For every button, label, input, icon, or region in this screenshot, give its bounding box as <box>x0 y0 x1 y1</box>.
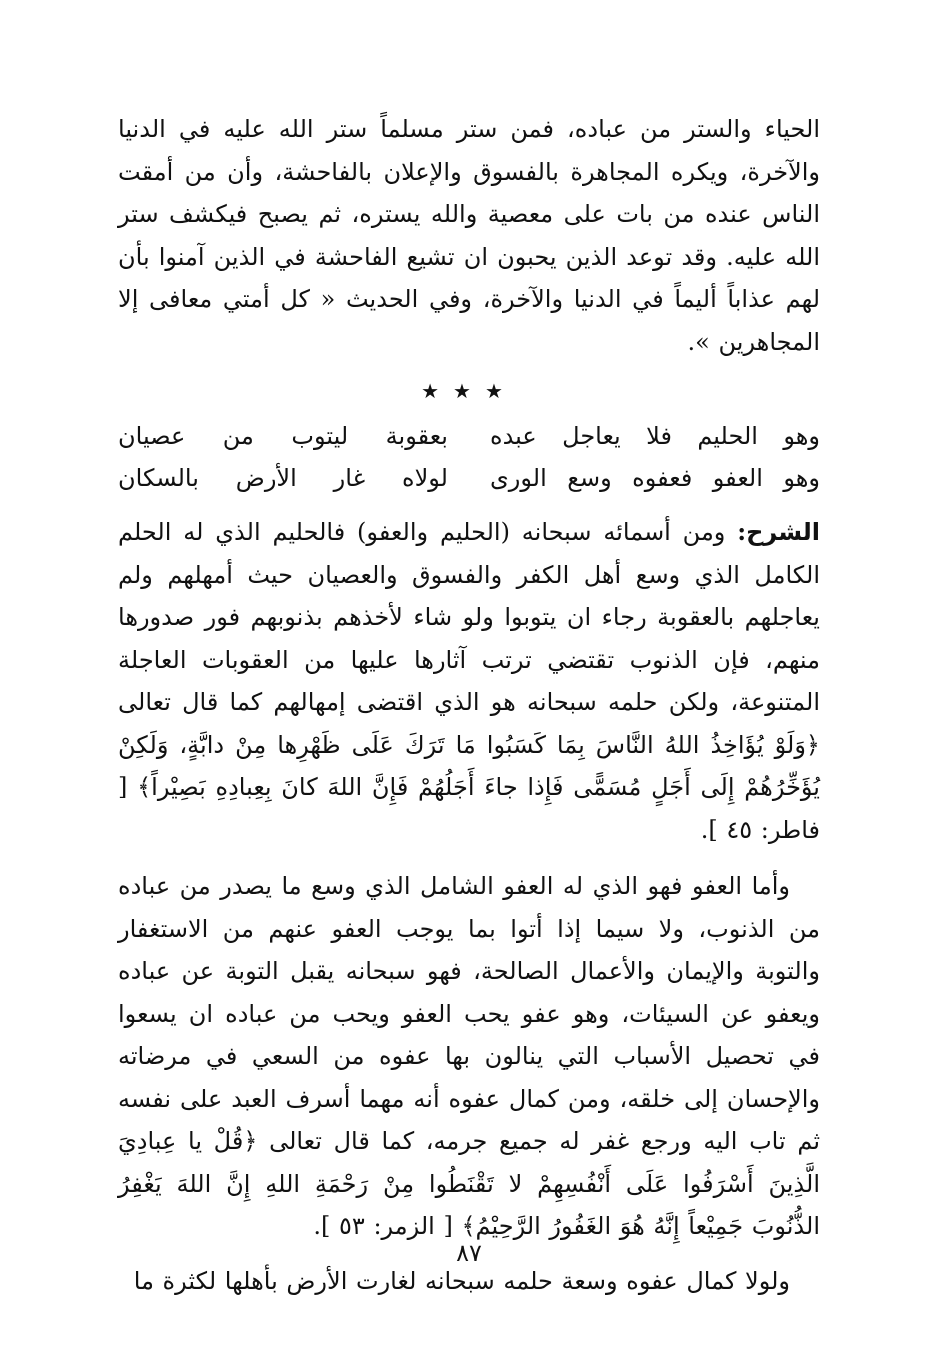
explanation-label: الشرح: <box>737 517 820 546</box>
verse-hemistich-first: وهو الحليم فلا يعاجل عبده <box>490 422 820 450</box>
verse-line-2 <box>118 457 820 499</box>
verse-hemistich-second: لولاه غار الأرض بالسكان <box>118 464 448 492</box>
poem-verse <box>118 415 820 499</box>
verse-hemistich-first: وهو العفو فعفوه وسع الورى <box>490 464 820 492</box>
paragraph-explanation <box>118 511 820 851</box>
paragraph-modesty: الحياء والستر من عباده، فمن ستر مسلماً ستر الله عليه في الدنيا والآخرة، ويكره المجاهرة بالفسوق والإعلان بالفاحشة، وأن من أمقت الناس عنده من بات على معصية والله يستره، ثم يصبح فيكشف ستر الله عليه. وقد توعد الذين يحبون ان تشيع الفاحشة في الذين آمنوا بأن لهم عذاباً أليماً في الدنيا والآخرة، وفي الحديث « كل أمتي معافى إلا المجاهرين ». <box>118 115 820 356</box>
verse-hemistich-second: بعقوبة ليتوب من عصيان <box>118 422 448 450</box>
explanation-text: ومن أسمائه سبحانه (الحليم والعفو) فالحليم الذي له الحلم الكامل الذي وسع أهل الكفر والفسوق والعصيان حيث أمهلهم ولم يعاجلهم بالعقوبة رجاء ان يتوبوا ولو شاء لأخذهم بذنوبهم فور صدورها منهم، فإن الذنوب تقتضي ترتب آثارها عليها من العقوبات العاجلة المتنوعة، ولكن حلمه سبحانه هو الذي اقتضى إمهالهم كما قال تعالى ﴿وَلَوْ يُؤَاخِذُ اللهُ النَّاسَ بِمَا كَسَبُوا مَا تَرَكَ عَلَى ظَهْرِها مِنْ دابَّةٍ، وَلَكِنْ يُؤَخِّرُهُمْ إِلَى أَجَلٍ مُسَمًّى فَإِذا جاءَ أَجَلُهُمْ فَإِنَّ اللهَ كانَ بِعِبادِهِ بَصِيْراً﴾ [ فاطر: ٤٥ ]. <box>118 518 820 844</box>
page-number: ٨٧ <box>456 1239 482 1267</box>
section-separator: ★★★ <box>421 379 517 403</box>
paragraph-continuation: ولولا كمال عفوه وسعة حلمه سبحانه لغارت الأرض بأهلها لكثرة ما <box>133 1266 790 1295</box>
paragraph-forgiveness: وأما العفو فهو الذي له العفو الشامل الذي وسع ما يصدر من عباده من الذنوب، ولا سيما إذا أتوا بما يوجب العفو عنهم من الاستغفار والتوبة والإيمان والأعمال الصالحة، فهو سبحانه يقبل التوبة عن عباده ويعفو عن السيئات، وهو عفو يحب العفو ويحب من عباده ان يسعوا في تحصيل الأسباب التي ينالون بها عفوه من السعي في مرضاته والإحسان إلى خلقه، ومن كمال عفوه أنه مهما أسرف العبد على نفسه ثم تاب اليه ورجع غفر له جميع جرمه، كما قال تعالى ﴿قُلْ يا عِبادِيَ الَّذِينَ أَسْرَفُوا عَلَى أَنْفُسِهِمْ لا تَقْنَطُوا مِنْ رَحْمَةِ اللهِ إِنَّ اللهَ يَغْفِرُ الذُّنُوبَ جَمِيْعاً إِنَّهُ هُوَ الغَفُورُ الرَّحِيْمُ﴾ [ الزمر: ٥٣ ]. <box>118 872 820 1240</box>
verse-line-1 <box>118 415 820 457</box>
